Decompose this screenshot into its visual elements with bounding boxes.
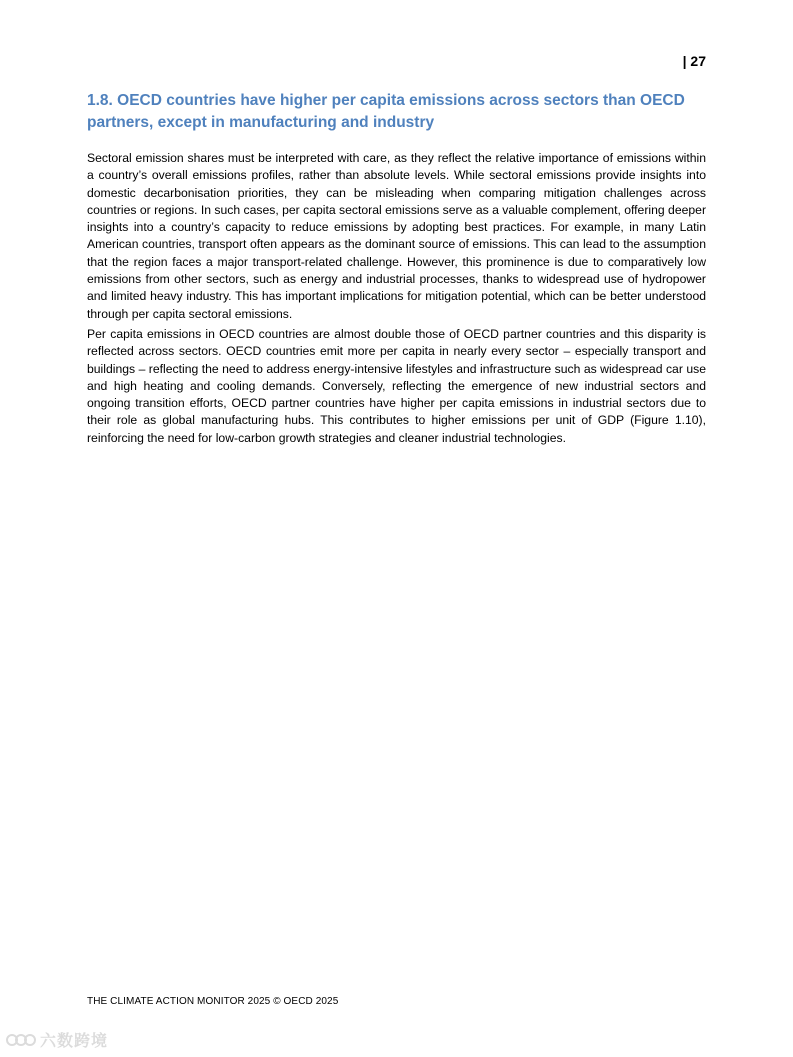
paragraph-2: Per capita emissions in OECD countries are almost double those of OECD partner countries and this disparity is reflected across sectors. OECD countries emit more per capita in nearly every sector – especially transport and buildings – reflecting the need to address energy-intensive lifestyles and infrastructure such as widespread car use and high heating and cooling demands. Conversely, reflecting the emergence of new industrial sectors and ongoing transition efforts, OECD partner countries have higher per capita emissions in industrial sectors due to their role as global manufacturing hubs. This contributes to higher emissions per unit of GDP (Figure 1.10), reinforcing the need for low-carbon growth strategies and cleaner industrial technologies. xyxy=(87,326,706,445)
body-text xyxy=(87,150,706,450)
footer: THE CLIMATE ACTION MONITOR 2025 © OECD 2025 xyxy=(87,996,339,1007)
watermark-logo-icon xyxy=(6,1031,36,1049)
watermark-text: 六数跨境 xyxy=(40,1033,109,1050)
paragraph-1: Sectoral emission shares must be interpreted with care, as they reflect the relative importance of emissions within a country’s overall emissions profiles, rather than absolute levels. While sectoral emissions provide insights into domestic decarbonisation priorities, they can be misleading when comparing mitigation challenges across countries or regions. In such cases, per capita sectoral emissions serve as a valuable complement, offering deeper insights into a country’s capacity to reduce emissions by adopting best practices. For example, in many Latin American countries, transport often appears as the dominant source of emissions. This can lead to the assumption that the region faces a major transport-related challenge. However, this prominence is due to comparatively low emissions from other sectors, such as energy and industrial processes, thanks to widespread use of hydropower and limited heavy industry. This has important implications for mitigation potential, which can be better understood through per capita sectoral emissions. xyxy=(87,151,706,321)
watermark xyxy=(6,1028,108,1051)
page-number: | 27 xyxy=(682,53,706,69)
section-title: 1.8. OECD countries have higher per capita emissions across sectors than OECD partners, except in manufacturing and industry xyxy=(87,92,685,131)
